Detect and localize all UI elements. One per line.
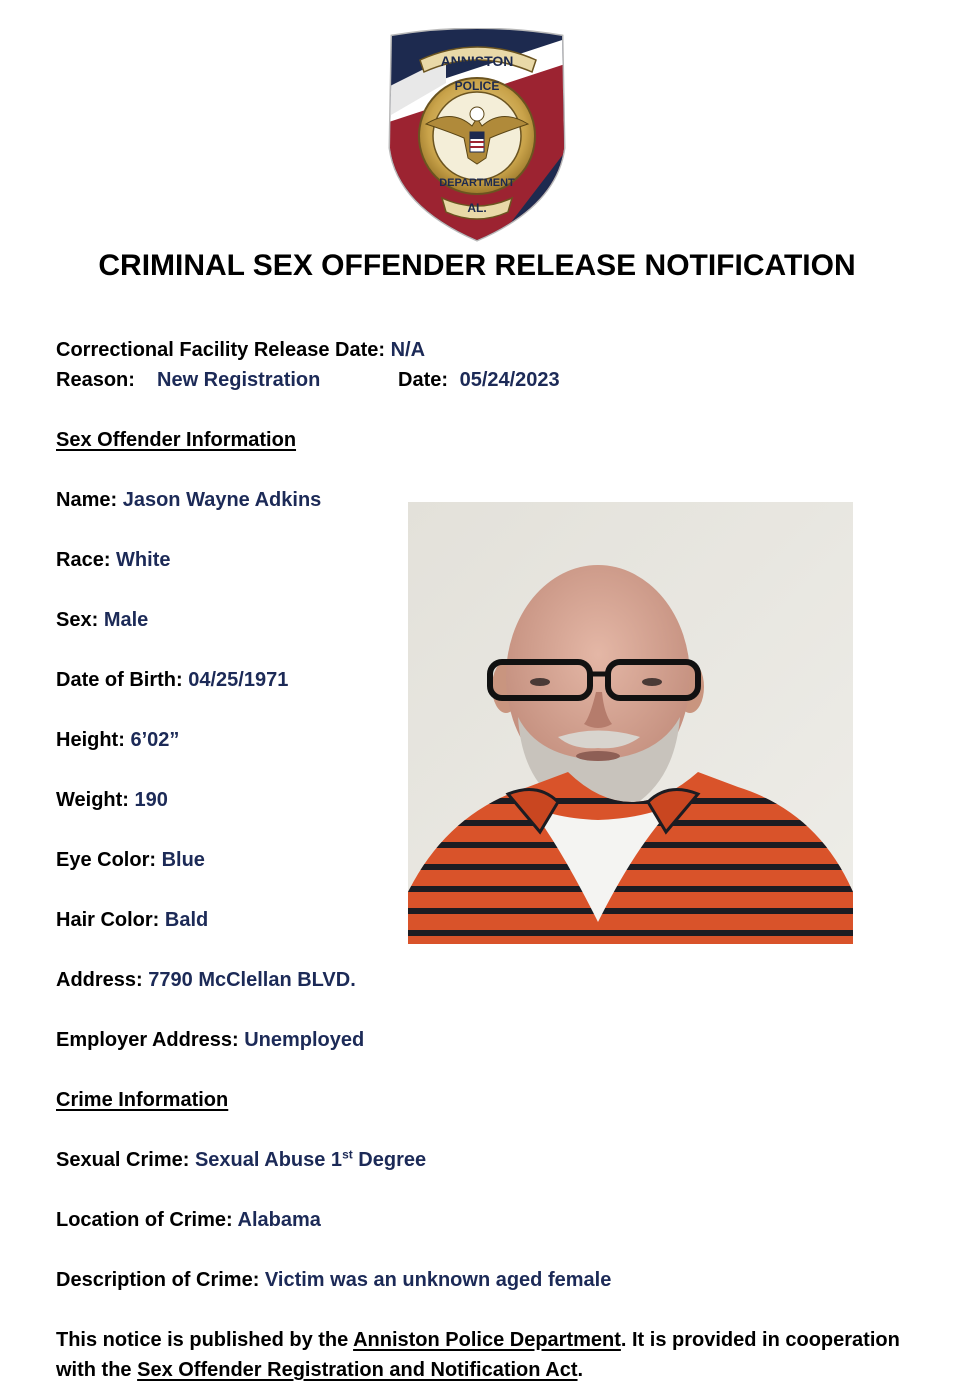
field-value: White	[116, 549, 171, 571]
field-label: Name:	[56, 489, 118, 511]
field-label: Date of Birth:	[56, 669, 183, 691]
notice-text: .	[577, 1359, 584, 1381]
field-value: 190	[134, 789, 168, 811]
crime-value-suffix: Degree	[352, 1149, 427, 1171]
field-label: Address:	[56, 969, 143, 991]
field-address	[56, 965, 356, 995]
offender-info-heading: Sex Offender Information	[56, 429, 297, 451]
field-value: Male	[103, 609, 149, 631]
field-value: Jason Wayne Adkins	[122, 489, 322, 511]
release-date-label: Correctional Facility Release Date:	[56, 339, 386, 361]
reason-value: New Registration	[157, 369, 321, 391]
police-badge-logo	[386, 28, 568, 242]
notification-date-label: Date:	[398, 369, 449, 391]
offender-photo	[408, 502, 853, 944]
field-location-of-crime	[56, 1205, 321, 1235]
field-label: Location of Crime:	[56, 1209, 233, 1231]
offender-portrait-icon	[408, 502, 853, 944]
publication-notice	[56, 1325, 936, 1385]
field-value: 04/25/1971	[188, 669, 289, 691]
anniston-police-link[interactable]: Anniston Police Department	[353, 1329, 621, 1351]
field-label: Sex:	[56, 609, 99, 631]
field-value: Bald	[164, 909, 209, 931]
field-label: Employer Address:	[56, 1029, 239, 1051]
badge-icon	[386, 28, 568, 242]
sorna-act-link[interactable]: Sex Offender Registration and Notification Act	[137, 1359, 578, 1381]
field-label: Sexual Crime:	[56, 1149, 190, 1171]
field-weight	[56, 785, 168, 815]
field-eye-color	[56, 845, 205, 875]
crime-value-main: Sexual Abuse 1	[194, 1149, 343, 1171]
field-value: 6’02”	[130, 729, 180, 751]
page-title: CRIMINAL SEX OFFENDER RELEASE NOTIFICATION	[98, 249, 856, 282]
field-date-of-birth	[56, 665, 288, 695]
field-height	[56, 725, 179, 755]
release-date-value: N/A	[390, 339, 426, 361]
field-label: Hair Color:	[56, 909, 160, 931]
release-date-line	[56, 335, 425, 365]
notice-text: . It is provided in cooperation with the	[56, 1329, 900, 1381]
field-value	[195, 1149, 426, 1171]
field-label: Description of Crime:	[56, 1269, 260, 1291]
field-value: Blue	[161, 849, 205, 871]
field-label: Height:	[56, 729, 125, 751]
field-sexual-crime	[56, 1145, 426, 1175]
field-label: Eye Color:	[56, 849, 157, 871]
field-label: Weight:	[56, 789, 129, 811]
badge-state-text: AL.	[467, 201, 487, 215]
badge-bottom-text: DEPARTMENT	[439, 177, 515, 189]
notification-date-value: 05/24/2023	[459, 369, 560, 391]
badge-top-text: ANNISTON	[440, 53, 514, 69]
field-employer-address	[56, 1025, 364, 1055]
field-label: Race:	[56, 549, 111, 571]
crime-info-heading: Crime Information	[56, 1089, 229, 1111]
field-value: Unemployed	[244, 1029, 365, 1051]
field-sex	[56, 605, 148, 635]
notification-date-wrap	[398, 365, 560, 395]
field-description-of-crime	[56, 1265, 611, 1295]
field-race	[56, 545, 170, 575]
crime-value-ordinal: st	[342, 1147, 353, 1162]
field-value: Alabama	[237, 1209, 321, 1231]
reason-value-wrap	[157, 365, 320, 395]
field-value: 7790 McClellan BLVD.	[148, 969, 356, 991]
reason-label: Reason:	[56, 369, 135, 391]
field-value: Victim was an unknown aged female	[264, 1269, 612, 1291]
badge-mid-text: POLICE	[454, 79, 500, 93]
reason-line	[56, 365, 135, 395]
notice-text: This notice is published by the	[56, 1329, 354, 1351]
field-name	[56, 485, 321, 515]
field-hair-color	[56, 905, 208, 935]
